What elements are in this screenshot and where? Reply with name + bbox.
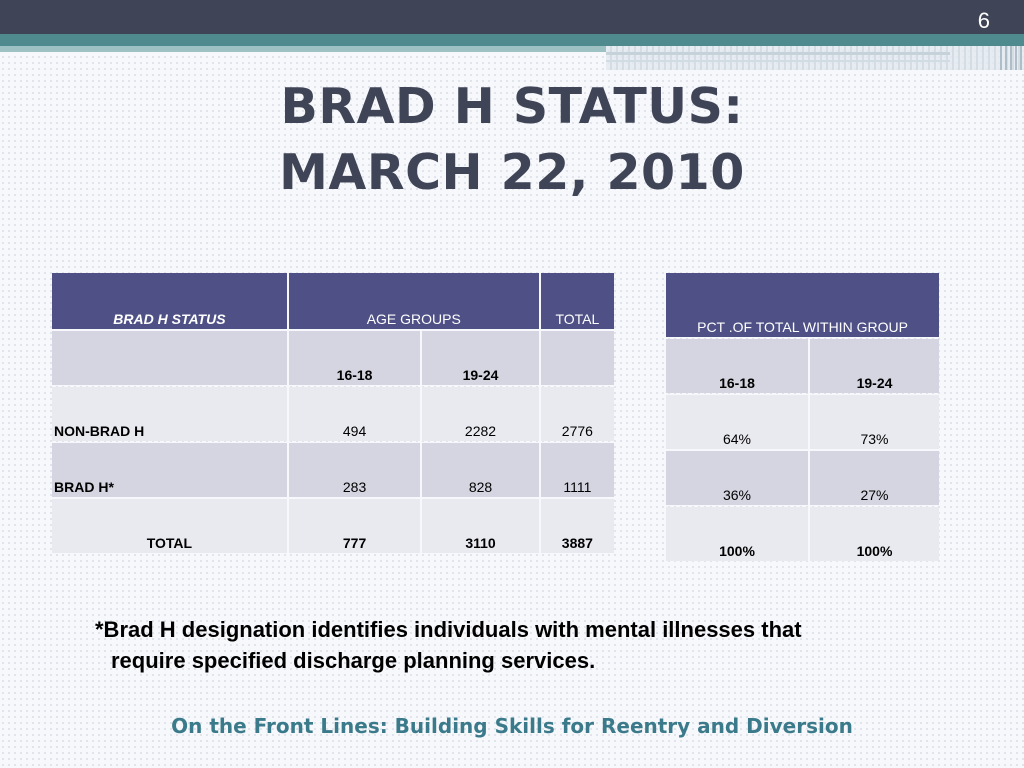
empty-cell (541, 331, 614, 385)
cell-age2: 828 (422, 443, 538, 497)
footnote (95, 614, 935, 676)
subheader-age-16-18: 16-18 (666, 339, 808, 393)
subheader-age-19-24: 19-24 (810, 339, 939, 393)
row-label: TOTAL (52, 499, 287, 553)
slide-title (0, 74, 1024, 206)
cell-age2: 3110 (422, 499, 538, 553)
table-subheader-row (52, 331, 614, 385)
cell-age2: 100% (810, 507, 939, 561)
empty-cell (52, 331, 287, 385)
cell-total: 2776 (541, 387, 614, 441)
table-row (666, 395, 939, 449)
cell-total: 1111 (541, 443, 614, 497)
cell-age1: 100% (666, 507, 808, 561)
subheader-age-19-24: 19-24 (422, 331, 538, 385)
footnote-line-2: require specified discharge planning services. (111, 648, 596, 673)
header-age-groups: AGE GROUPS (289, 273, 539, 329)
subheader-age-16-18: 16-18 (289, 331, 420, 385)
decorative-accent (606, 46, 1024, 70)
table-row (666, 451, 939, 505)
cell-age1: 283 (289, 443, 420, 497)
cell-age1: 36% (666, 451, 808, 505)
cell-total: 3887 (541, 499, 614, 553)
teal-band (0, 34, 1024, 46)
header-pct-within-group: PCT .OF TOTAL WITHIN GROUP (666, 273, 939, 337)
header-brad-h-status: BRAD H STATUS (52, 273, 287, 329)
title-line-2: MARCH 22, 2010 (279, 144, 745, 201)
footer-title: On the Front Lines: Building Skills for Reentry and Diversion (171, 714, 853, 738)
brad-h-status-table (50, 271, 616, 555)
table-header-row (666, 273, 939, 337)
table-row (52, 499, 614, 553)
row-label: BRAD H* (52, 443, 287, 497)
light-band (0, 46, 606, 52)
cell-age2: 2282 (422, 387, 538, 441)
pct-within-group-table (664, 271, 941, 563)
table-header-row (52, 273, 614, 329)
row-label: NON-BRAD H (52, 387, 287, 441)
slide-number: 6 (977, 8, 990, 33)
title-line-1: BRAD H STATUS: (280, 78, 744, 135)
cell-age1: 777 (289, 499, 420, 553)
table-row (52, 387, 614, 441)
cell-age2: 27% (810, 451, 939, 505)
table-row (52, 443, 614, 497)
table-subheader-row (666, 339, 939, 393)
table-row (666, 507, 939, 561)
cell-age1: 64% (666, 395, 808, 449)
decorative-bars (1000, 46, 1024, 70)
header-total: TOTAL (541, 273, 614, 329)
top-bar (0, 0, 1024, 34)
cell-age2: 73% (810, 395, 939, 449)
cell-age1: 494 (289, 387, 420, 441)
footnote-line-1: *Brad H designation identifies individuals with mental illnesses that (95, 617, 802, 642)
